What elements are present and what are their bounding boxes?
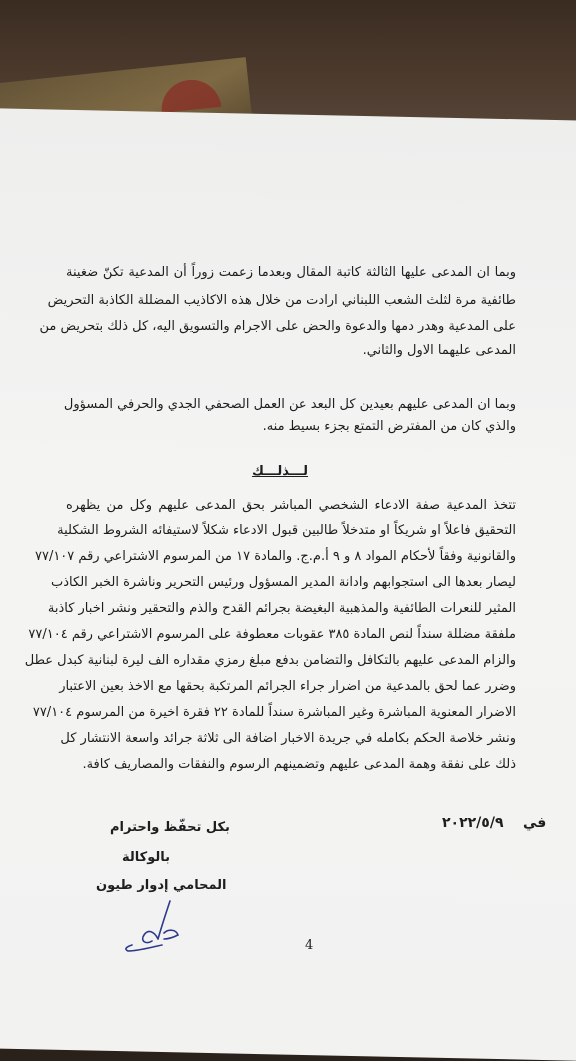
paragraph-3-line: الاضرار المعنوية المباشرة وغير المباشرة سنداً للمادة ٢٢ فقرة اخيرة من المرسوم ٧٧/١٠٤ [32, 705, 516, 720]
paragraph-1-line: طائفية مرة لثلث الشعب اللبناني ارادت من خلال هذه الاكاذيب المضللة الكاذبة التحريض [47, 293, 516, 308]
section-heading: لـــذلـــك [251, 464, 309, 479]
paragraph-3-line: وضرر عما لحق بالمدعية من اضرار جراء الجرائم المرتكبة بحقها مع الاخذ بعين الاعتبار [59, 679, 516, 694]
paragraph-1-line: على المدعية وهدر دمها والدعوة والحض على الاجرام والتسويق اليه، كل ذلك بتحريض من [39, 319, 516, 334]
paragraph-1-line: وبما ان المدعى عليها الثالثة كاتبة المقال وبعدما زعمت زوراً أن المدعية تكنّ ضغينة [66, 265, 516, 280]
closing-line: بكل تحفّظ واحترام [110, 820, 230, 835]
handwritten-signature [118, 895, 188, 955]
paragraph-3-line: ليصار بعدها الى استجوابهم وادانة المدير المسؤول ورئيس التحرير وناشرة الخبر الكاذب [51, 575, 516, 590]
paragraph-2-line: والذي كان من المفترض التمتع بجزء بسيط منه. [262, 419, 516, 434]
paragraph-1-line: المدعى عليهما الاول والثاني. [362, 343, 516, 358]
lawyer-name: المحامي إدوار طيون [96, 878, 227, 893]
paragraph-2-line: وبما ان المدعى عليهم بعيدين كل البعد عن العمل الصحفي الجدي والحرفي المسؤول [63, 397, 516, 412]
date-value: ٢٠٢٢/٥/٩ [442, 815, 504, 831]
paragraph-3-line: ذلك على نفقة وهمة المدعى عليهم وتضمينهم الرسوم والنفقات والمصاريف كافة. [82, 757, 516, 772]
paragraph-3-line: تتخذ المدعية صفة الادعاء الشخصي المباشر بحق المدعى عليهم وكل من يظهره [66, 498, 516, 513]
by-proxy-line: بالوكالة [122, 850, 171, 865]
paragraph-3-line: ملفقة مضللة سنداً لنص المادة ٣٨٥ عقوبات معطوفة على المرسوم الاشتراعي رقم ٧٧/١٠٤ [28, 627, 516, 642]
paragraph-3-line: ونشر خلاصة الحكم بكامله في جريدة الاخبار اضافة الى ثلاثة جرائد واسعة الانتشار كل [60, 731, 516, 746]
page-number: 4 [305, 938, 314, 953]
document-date [442, 815, 546, 831]
paragraph-3-line: والزام المدعى عليهم بالتكافل والتضامن بدفع مبلغ رمزي مقداره الف ليرة لبنانية كبدل عطل [24, 653, 516, 668]
paragraph-3-line: التحقيق فاعلاً او شريكاً او متدخلاً طالبين قبول الادعاء شكلاً لاستيفائه الشروط الشكلية [57, 523, 516, 538]
paragraph-3-line: المثير للنعرات الطائفية والمذهبية البغيضة بجرائم القدح والذم والتحقير ونشر اخبار كاذبة [47, 601, 516, 616]
paragraph-3-line: والقانونية وفقاً لأحكام المواد ٨ و ٩ أ.م.ج. والمادة ١٧ من المرسوم الاشتراعي رقم ٧٧/١٠٧ [34, 549, 516, 564]
date-prefix: في [523, 815, 547, 831]
